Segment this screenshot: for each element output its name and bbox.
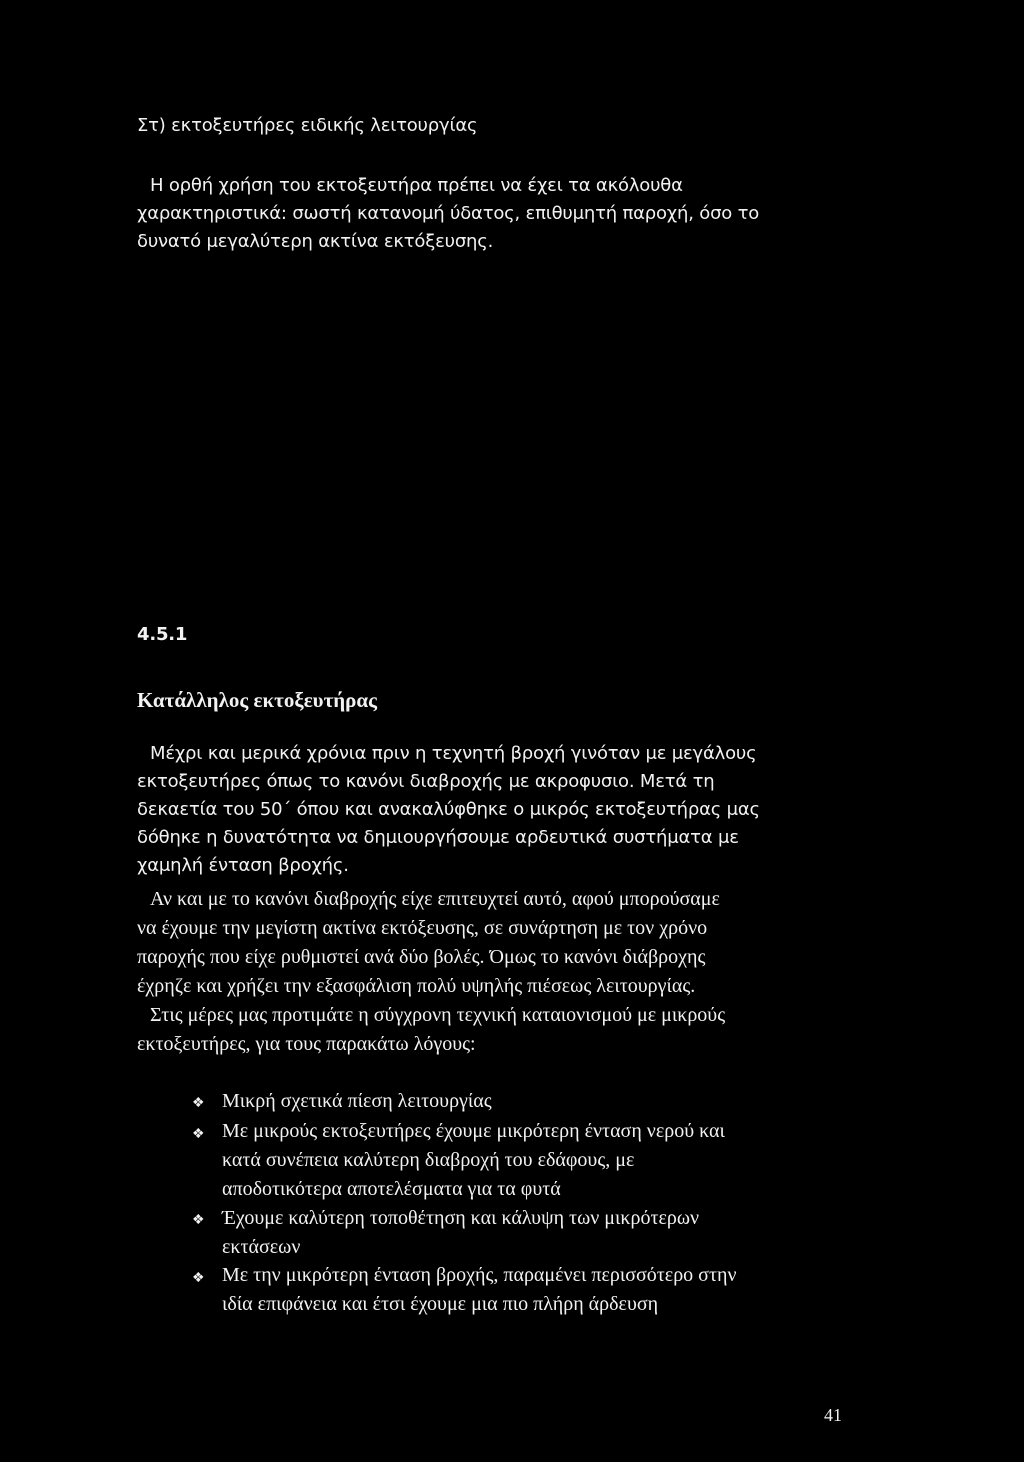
page-number: 41 [824, 1405, 842, 1425]
para3-line-1: Στις μέρες μας προτιμάτε η σύγχρονη τεχνική καταιονισμού με μικρούς [150, 1004, 726, 1026]
para1-line-5: χαμηλή ένταση βροχής. [137, 855, 349, 876]
bullet-2-line-3: αποδοτικότερα αποτελέσματα για τα φυτά [222, 1178, 561, 1200]
bullet-4-line-2: ιδία επιφάνεια και έτσι έχουμε μια πιο πλήρη άρδευση [222, 1293, 659, 1315]
para1-line-1: Μέχρι και μερικά χρόνια πριν η τεχνητή βροχή γινόταν με μεγάλους [150, 743, 757, 764]
subsection-heading: Στ) εκτοξευτήρες ειδικής λειτουργίας [137, 115, 478, 136]
para2-line-1: Αν και με το κανόνι διαβροχής είχε επιτευχτεί αυτό, αφού μπορούσαμε [150, 888, 720, 910]
para2-line-3: παροχής που είχε ρυθμιστεί ανά δύο βολές. Όμως το κανόνι διάβροχης [137, 946, 706, 968]
para1-line-4: δόθηκε η δυνατότητα να δημιουργήσουμε αρδευτικά συστήματα με [137, 827, 739, 848]
para1-line-3: δεκαετία του 50΄ όπου και ανακαλύφθηκε ο μικρός εκτοξευτήρας μας [137, 799, 760, 820]
four-diamond-bullet-icon: ❖ [192, 1127, 205, 1142]
bullet-1-line-1: Μικρή σχετικά πίεση λειτουργίας [222, 1090, 492, 1112]
four-diamond-bullet-icon: ❖ [192, 1271, 205, 1286]
bullet-3-line-2: εκτάσεων [222, 1236, 301, 1258]
para3-line-2: εκτοξευτήρες, για τους παρακάτω λόγους: [137, 1033, 476, 1055]
intro-line-1: Η ορθή χρήση του εκτοξευτήρα πρέπει να έχει τα ακόλουθα [150, 175, 683, 196]
bullet-3-line-1: Έχουμε καλύτερη τοποθέτηση και κάλυψη των μικρότερων [222, 1207, 700, 1229]
bullet-2-line-1: Με μικρούς εκτοξευτήρες έχουμε μικρότερη ένταση νερού και [222, 1120, 725, 1142]
para2-line-2: να έχουμε την μεγίστη ακτίνα εκτόξευσης, σε συνάρτηση με τον χρόνο [137, 917, 708, 939]
four-diamond-bullet-icon: ❖ [192, 1096, 205, 1111]
intro-line-2: χαρακτηριστικά: σωστή κατανομή ύδατος, επιθυμητή παροχή, όσο το [137, 203, 760, 224]
para2-line-4: έχρηζε και χρήζει την εξασφάλιση πολύ υψηλής πιέσεως λειτουργίας. [137, 975, 696, 997]
four-diamond-bullet-icon: ❖ [192, 1213, 205, 1228]
bullet-2-line-2: κατά συνέπεια καλύτερη διαβροχή του εδάφους, με [222, 1149, 635, 1171]
section-title: Κατάλληλος εκτοξευτήρας [137, 688, 378, 712]
bullet-4-line-1: Με την μικρότερη ένταση βροχής, παραμένει περισσότερο στην [222, 1264, 737, 1286]
intro-line-3: δυνατό μεγαλύτερη ακτίνα εκτόξευσης. [137, 231, 494, 252]
section-number: 4.5.1 [137, 624, 188, 645]
para1-line-2: εκτοξευτήρες όπως το κανόνι διαβροχής με ακροφυσιο. Μετά τη [137, 771, 715, 792]
